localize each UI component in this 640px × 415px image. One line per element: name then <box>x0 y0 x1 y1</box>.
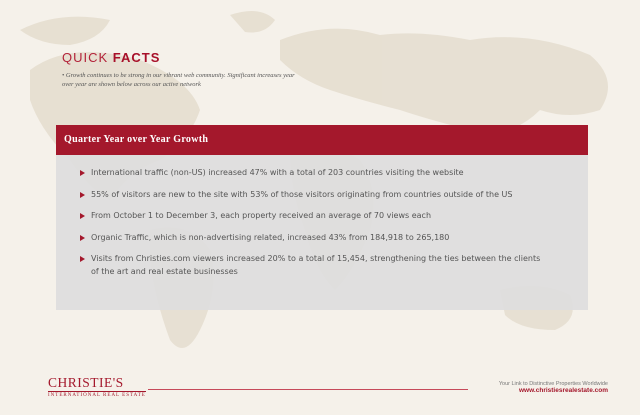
list-item <box>56 253 588 278</box>
list-item <box>56 189 588 202</box>
bullet-text: Organic Traffic, which is non-advertising related, increased 43% from 184,918 to 265,180 <box>91 232 450 242</box>
website-link[interactable]: www.christiesrealestate.com <box>519 387 608 394</box>
page-subtitle: • Growth continues to be strong in our vibrant web community. Significant increases year over year are shown below across our active network <box>62 72 295 88</box>
bullet-text: Visits from Christies.com viewers increased 20% to a total of 15,454, strengthening the ties between the clients of the art and real estate businesses <box>91 254 541 276</box>
logo-wordmark: CHRISTIE'S <box>48 375 124 390</box>
panel-heading: Quarter Year over Year Growth <box>56 125 588 155</box>
footer-divider <box>148 389 468 390</box>
arrow-bullet-icon <box>80 213 85 219</box>
bullet-text: From October 1 to December 3, each property received an average of 70 views each <box>91 211 432 220</box>
growth-panel <box>56 125 588 310</box>
bullet-text: 55% of visitors are new to the site with 53% of those visitors originating from countries outside of the US <box>91 189 513 199</box>
page-title <box>62 50 302 65</box>
quick-facts-header <box>62 50 302 89</box>
bullet-text: International traffic (non-US) increased 47% with a total of 203 countries visiting the website <box>91 168 464 177</box>
christies-logo <box>48 376 146 398</box>
list-item <box>56 210 588 223</box>
arrow-bullet-icon <box>80 170 85 176</box>
arrow-bullet-icon <box>80 192 85 198</box>
list-item <box>56 167 588 180</box>
footer-tagline: Your Link to Distinctive Properties Worldwide <box>498 381 608 387</box>
arrow-bullet-icon <box>80 235 85 241</box>
footer-info <box>499 381 608 394</box>
arrow-bullet-icon <box>80 256 85 262</box>
logo-subtitle: INTERNATIONAL REAL ESTATE <box>48 393 146 398</box>
title-quick: QUICK <box>62 50 113 65</box>
title-facts: FACTS <box>112 50 161 65</box>
bullet-list <box>56 155 588 278</box>
list-item <box>56 232 588 245</box>
